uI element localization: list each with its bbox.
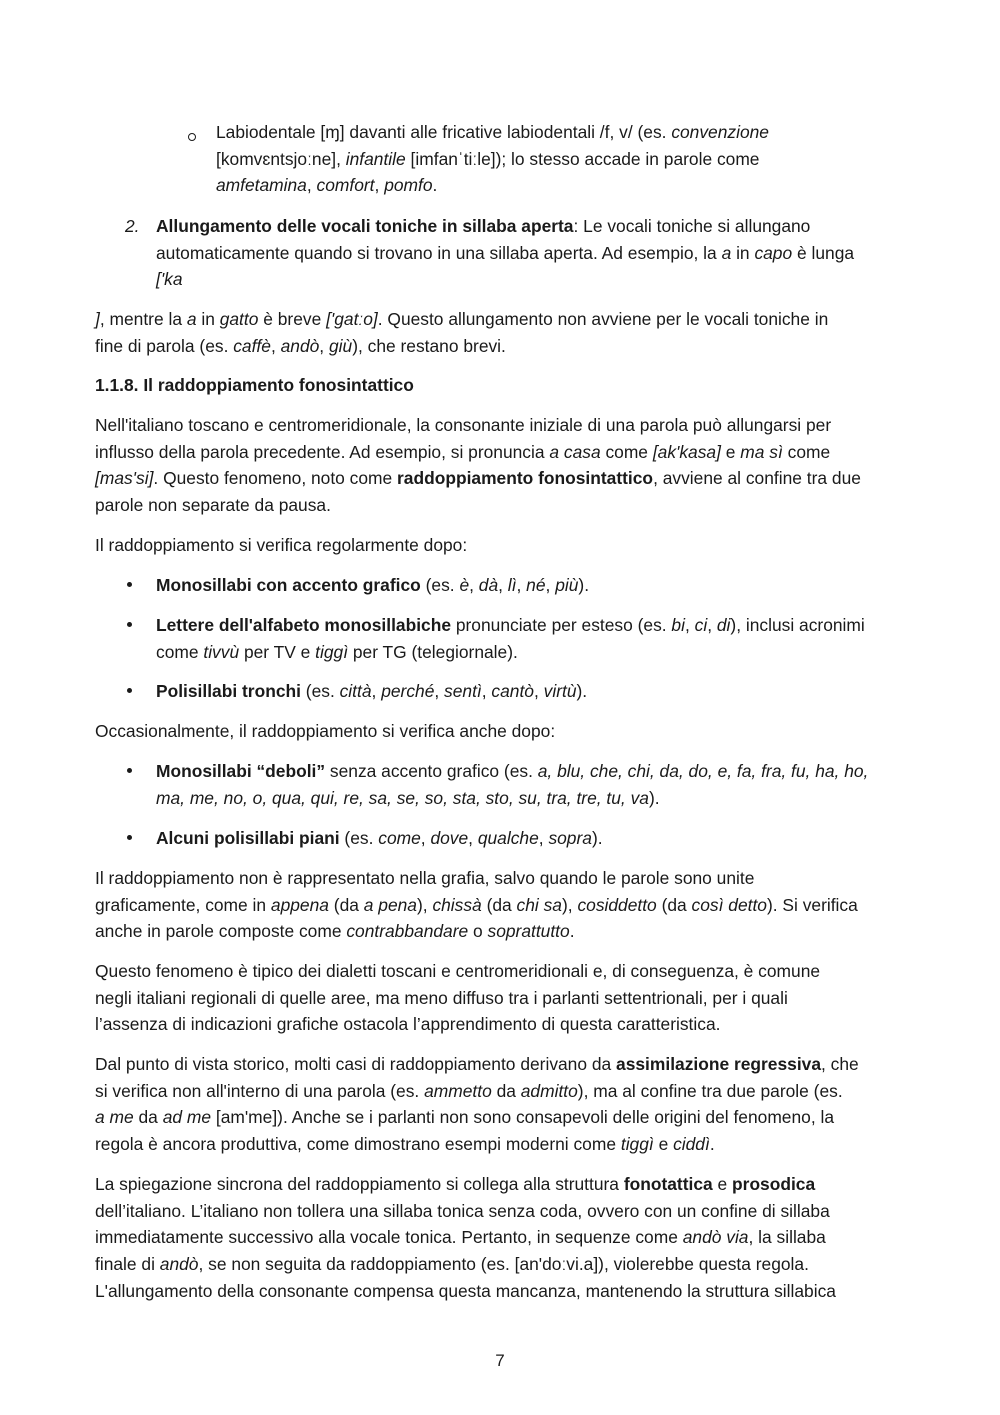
- circle-bullet-icon: [187, 128, 197, 138]
- list-item: Alcuni polisillabi piani (es. come, dove, qualche, sopra).: [156, 828, 603, 848]
- bullet-icon: [125, 758, 135, 768]
- list-item: Polisillabi tronchi (es. città, perché, sentì, cantò, virtù).: [156, 681, 588, 701]
- list-item: Lettere dell'alfabeto monosillabiche pronunciate per esteso (es. bi, ci, di), inclusi acronimi come tivvù per TV e tiggì per TG (telegiornale).: [156, 615, 865, 662]
- numbered-item-text: Allungamento delle vocali toniche in sillaba aperta: Le vocali toniche si allungano automaticamente quando si trovano in una sillaba aperta. Ad esempio, la a in capo è lunga ['ka: [156, 216, 855, 290]
- section-heading: 1.1.8. Il raddoppiamento fonosintattico: [95, 375, 414, 395]
- paragraph-synchronic: La spiegazione sincrona del raddoppiamento si collega alla struttura fonotattica e prosodica dell’italiano. L’italiano non tollera una sillaba tonica senza coda, ovvero con un confine di sillaba immediatamente successivo alla vocale tonica. Pertanto, in sequenze come andò via, la sillaba finale di andò, se non seguita da raddoppiamento (es. [an'doːvi.a]), violerebbe questa regola. L'allungamento della consonante compensa questa mancanza, mantenendo la struttura sillabica: [95, 1174, 836, 1301]
- paragraph-intro: Nell'italiano toscano e centromeridionale, la consonante iniziale di una parola può allungarsi per influsso della parola precedente. Ad esempio, si pronuncia a casa come [ak'kasa] e ma sì come [mas'si]. Questo fenomeno, noto come raddoppiamento fonosintattico, avviene al confine tra due parole non separate da pausa.: [95, 415, 861, 516]
- continuation-paragraph: ], mentre la a in gatto è breve ['gatːo]. Questo allungamento non avviene per le vocali toniche in fine di parola (es. caffè, andò, giù), che restano brevi.: [95, 309, 829, 356]
- paragraph-history: Dal punto di vista storico, molti casi di raddoppiamento derivano da assimilazione regressiva, che si verifica non all'interno di una parola (es. ammetto da admitto), ma al confine tra due parole (es. a me da ad me [am'me]). Anche se i parlanti non sono consapevoli delle origini del fenomeno, la regola è ancora produttiva, come dimostrano esempi moderni come tiggì e ciddì.: [95, 1054, 859, 1155]
- bullet-icon: [125, 678, 135, 688]
- bullet-icon: [125, 612, 135, 622]
- bullet-icon: [125, 572, 135, 582]
- paragraph-dialects: Questo fenomeno è tipico dei dialetti toscani e centromeridionali e, di conseguenza, è comune negli italiani regionali di quelle aree, ma meno diffuso tra i parlanti settentrionali, per i quali l’assenza di indicazioni grafiche ostacola l’apprendimento di questa caratteristica.: [95, 961, 821, 1035]
- list-number: 2.: [125, 216, 140, 236]
- paragraph-occasional-cases: Occasionalmente, il raddoppiamento si verifica anche dopo:: [95, 721, 556, 741]
- sub-bullet-text: Labiodentale [ɱ] davanti alle fricative labiodentali /f, v/ (es. convenzione [komvɛntsjoːne], infantile [imfanˈtiːle]); lo stesso accade in parole come amfetamina, comfort, pomfo.: [216, 122, 769, 196]
- list-item: Monosillabi “deboli” senza accento grafico (es. a, blu, che, chi, da, do, e, fa, fra, fu, ha, ho, ma, me, no, o, qua, qui, re, sa, se, so, sta, sto, su, tra, tre, tu, va).: [156, 761, 869, 808]
- page-number: 7: [495, 1351, 505, 1370]
- list-item: Monosillabi con accento grafico (es. è, dà, lì, né, più).: [156, 575, 590, 595]
- paragraph-spelling: Il raddoppiamento non è rappresentato nella grafia, salvo quando le parole sono unite graficamente, come in appena (da a pena), chissà (da chi sa), cosiddetto (da così detto). Si verifica anche in parole composte come contrabbandare o soprattutto.: [95, 868, 858, 942]
- paragraph-regular-cases: Il raddoppiamento si verifica regolarmente dopo:: [95, 535, 468, 555]
- bullet-icon: [125, 825, 135, 835]
